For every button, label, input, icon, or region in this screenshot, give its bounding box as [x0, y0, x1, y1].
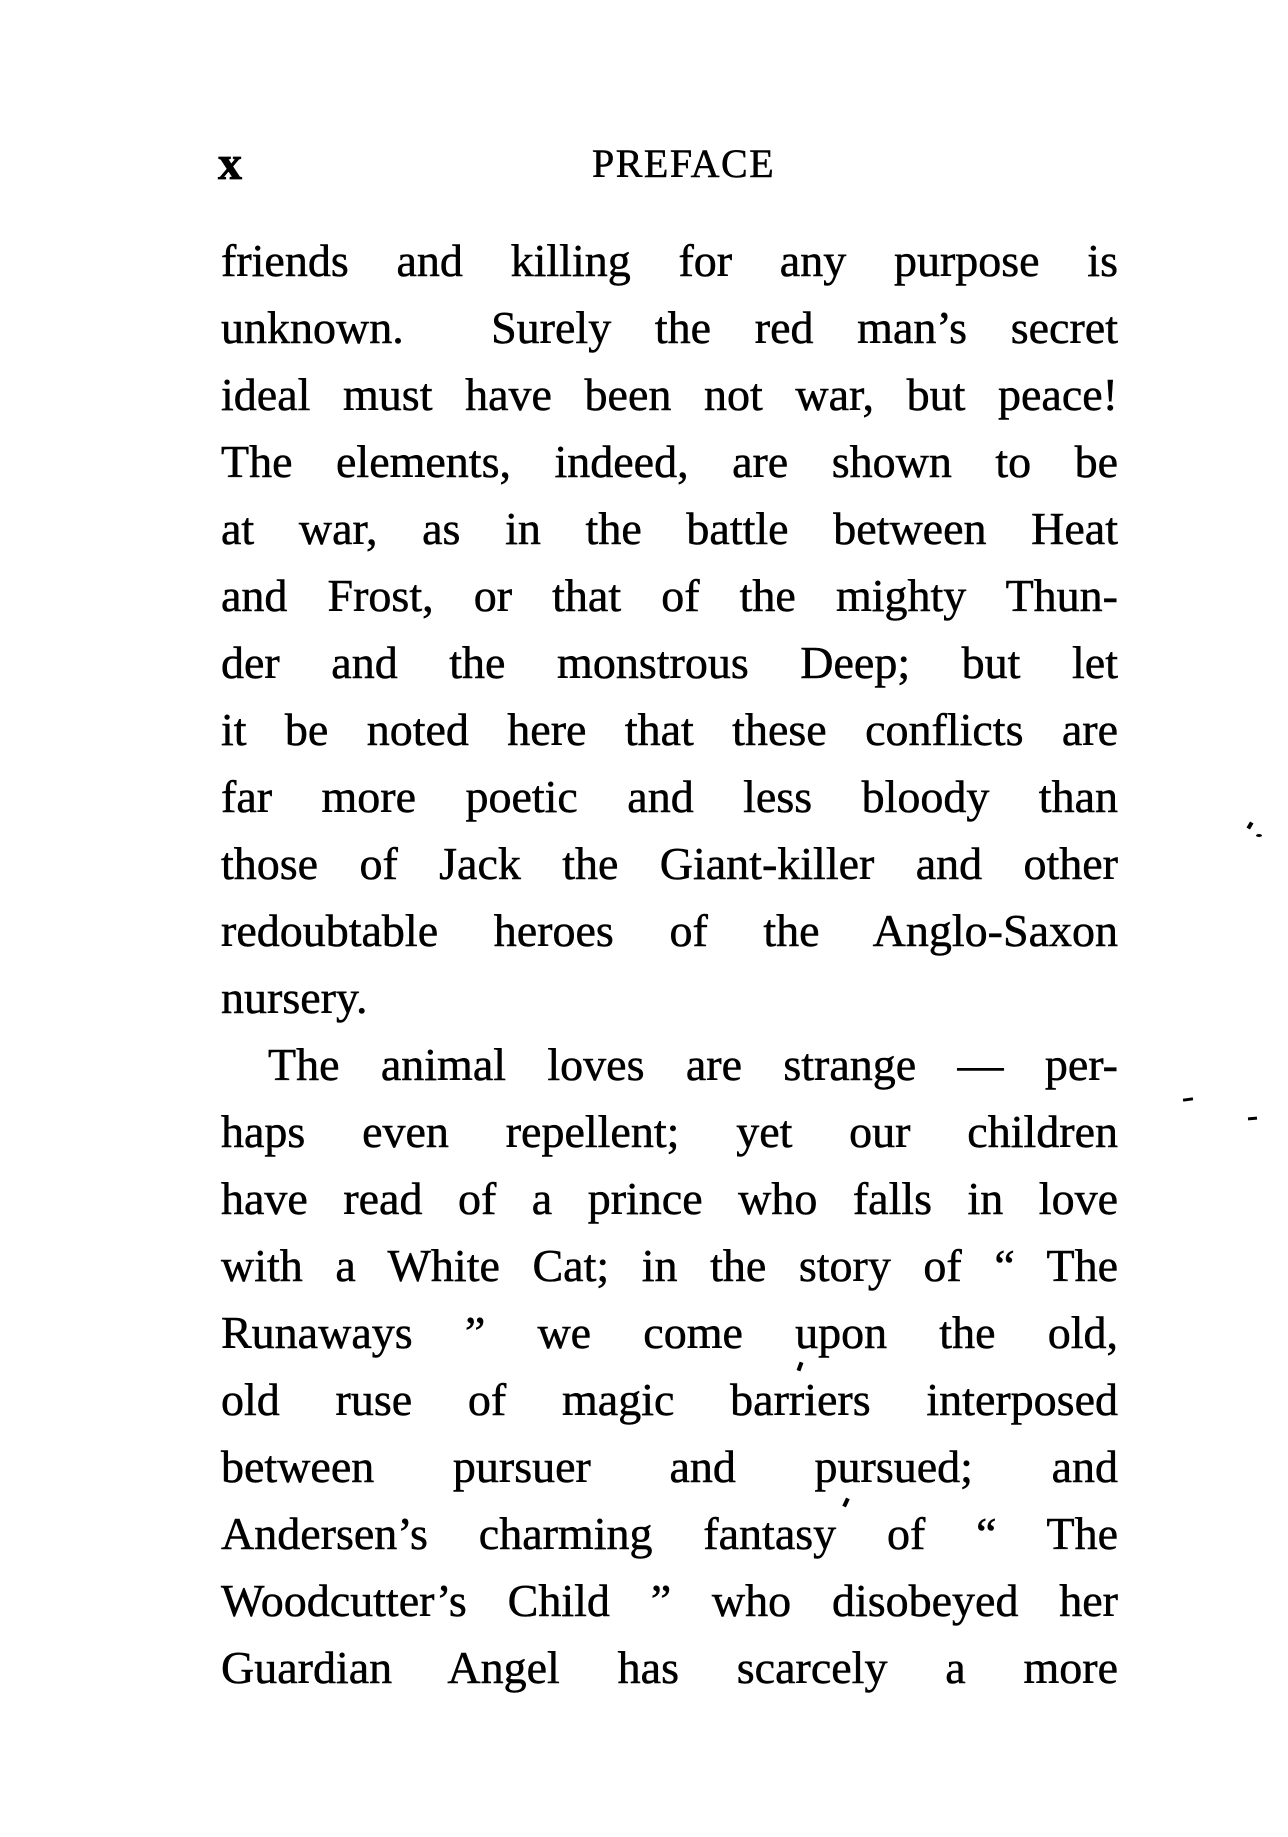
- text-line: it be noted here that these conflicts are: [221, 704, 1118, 755]
- text-line: and Frost, or that of the mighty Thun-: [221, 570, 1118, 621]
- header-title: PREFACE: [592, 141, 776, 186]
- text-line: Guardian Angel has scarcely a more: [221, 1642, 1118, 1693]
- text-line: The elements, indeed, are shown to be: [221, 436, 1118, 487]
- scan-speck: [1247, 821, 1254, 829]
- text-line: Woodcutter’s Child ” who disobeyed her: [221, 1575, 1118, 1626]
- text-line: nursery.: [221, 972, 368, 1023]
- text-line: old ruse of magic barriers interposed: [221, 1374, 1118, 1425]
- page-number: x: [218, 137, 242, 190]
- text-line: friends and killing for any purpose is: [221, 235, 1118, 286]
- scan-speck: [1183, 1097, 1193, 1101]
- text-line: at war, as in the battle between Heat: [221, 503, 1118, 554]
- scan-speck: [1248, 1117, 1257, 1121]
- scan-speck: [1256, 834, 1262, 837]
- text-line: those of Jack the Giant-killer and other: [221, 838, 1118, 889]
- text-line: Runaways ” we come upon the old,: [221, 1307, 1118, 1358]
- text-line: between pursuer and pursued; and: [221, 1441, 1118, 1492]
- text-line: redoubtable heroes of the Anglo-Saxon: [221, 905, 1118, 956]
- text-line: der and the monstrous Deep; but let: [221, 637, 1118, 688]
- text-line: with a White Cat; in the story of “ The: [221, 1240, 1118, 1291]
- text-line: ideal must have been not war, but peace!: [221, 369, 1118, 420]
- text-line: haps even repellent; yet our children: [221, 1106, 1118, 1157]
- body-text: [221, 227, 1118, 1701]
- text-line: Andersen’s charming fantasy of “ The: [221, 1508, 1118, 1559]
- text-line: far more poetic and less bloody than: [221, 771, 1118, 822]
- text-line: The animal loves are strange — per-: [268, 1039, 1118, 1090]
- text-line: have read of a prince who falls in love: [221, 1173, 1118, 1224]
- text-line: unknown. Surely the red man’s secret: [221, 302, 1118, 353]
